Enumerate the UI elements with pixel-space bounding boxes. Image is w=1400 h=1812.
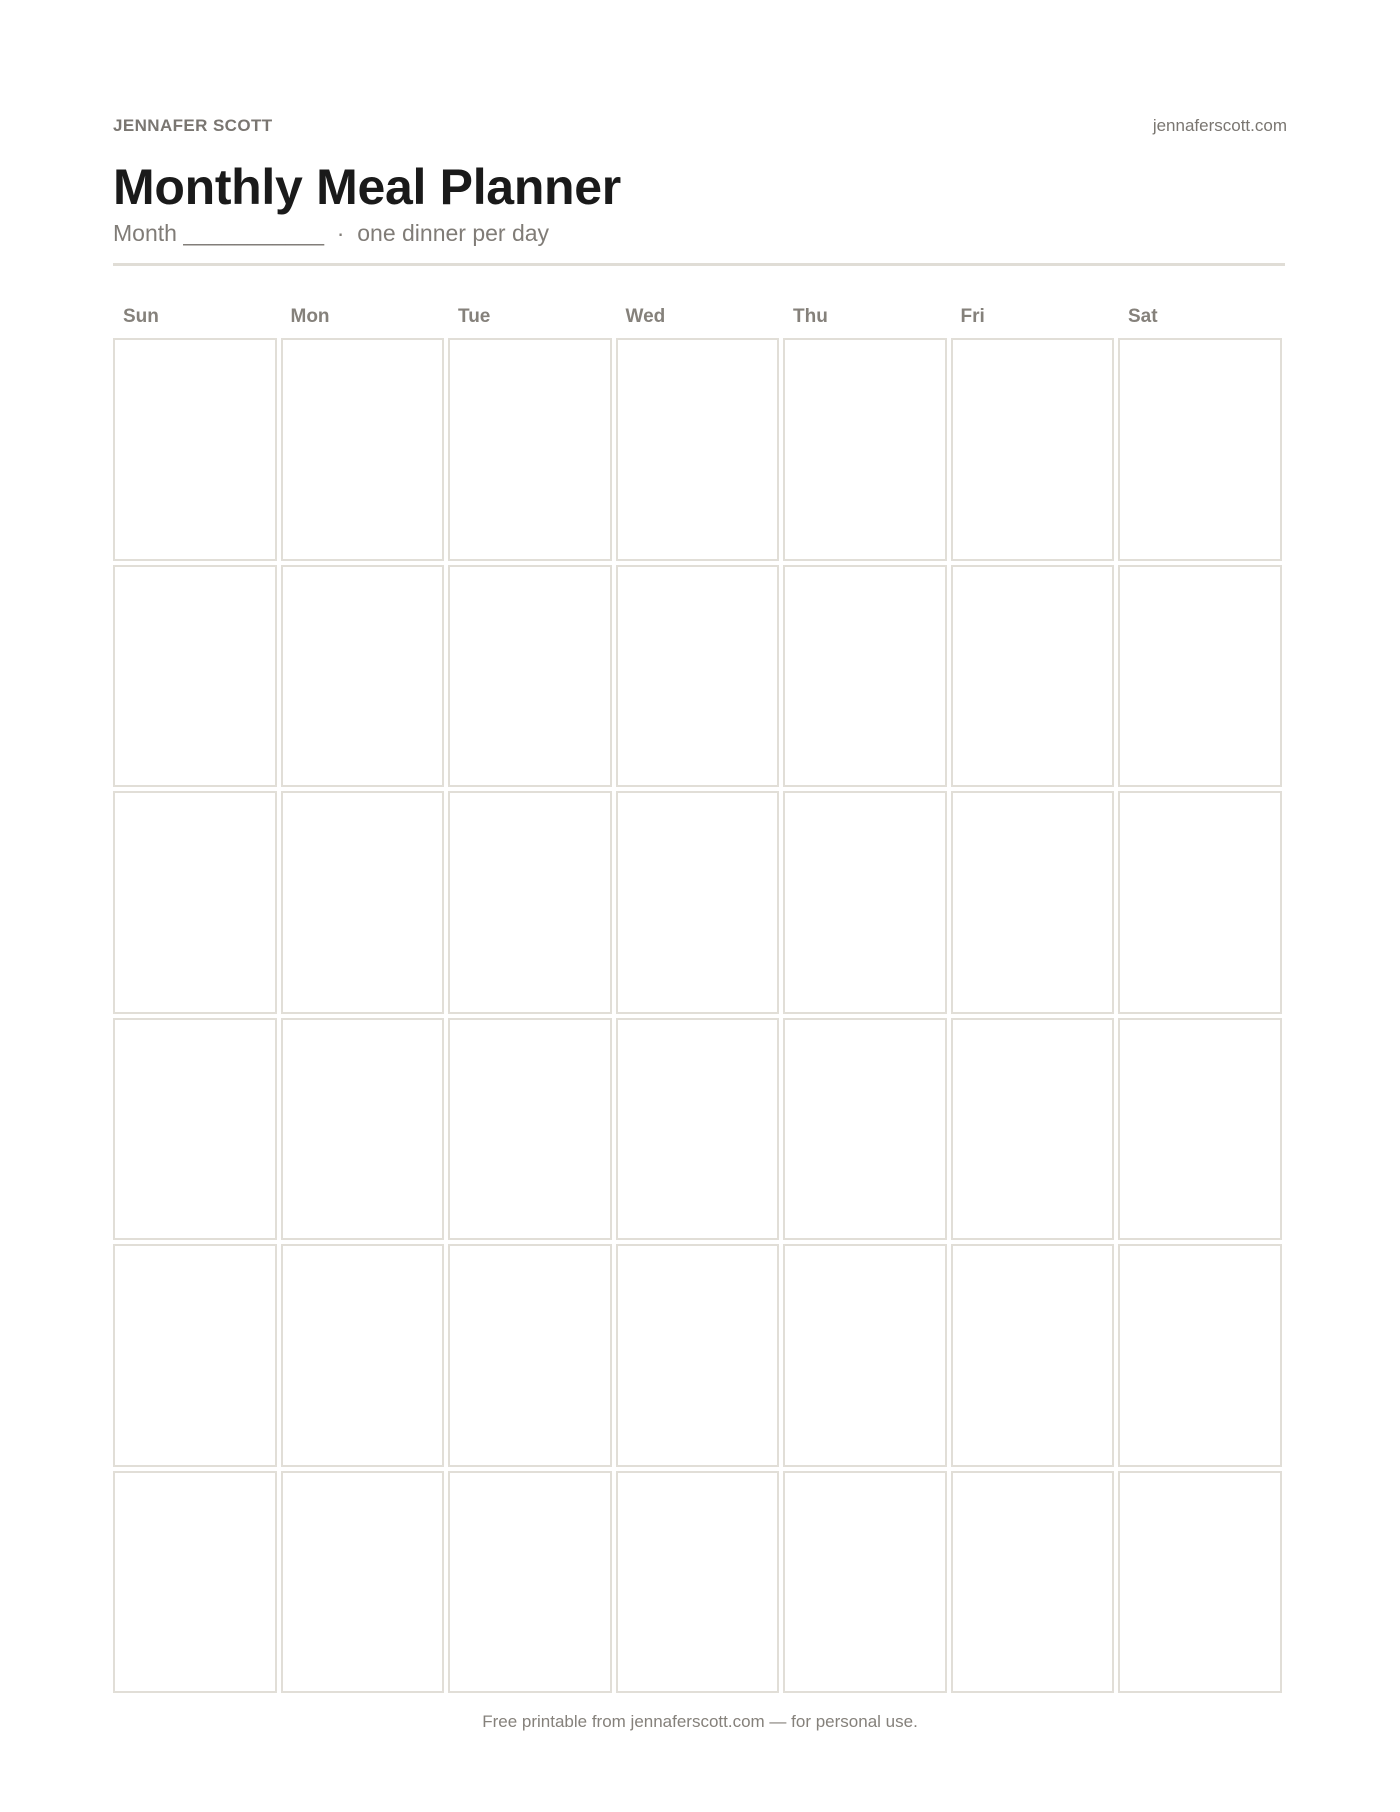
day-cell-week6-mon xyxy=(281,1471,445,1694)
day-cell-week1-mon xyxy=(281,338,445,561)
day-cell-week6-tue xyxy=(448,1471,612,1694)
day-cell-week2-tue xyxy=(448,565,612,788)
weekday-header-thu: Thu xyxy=(793,306,828,327)
day-cell-week5-mon xyxy=(281,1244,445,1467)
day-cell-week6-wed xyxy=(616,1471,780,1694)
day-cell-week3-thu xyxy=(783,791,947,1014)
day-cell-week1-thu xyxy=(783,338,947,561)
day-cell-week2-fri xyxy=(951,565,1115,788)
day-cell-week4-mon xyxy=(281,1018,445,1241)
day-cell-week2-mon xyxy=(281,565,445,788)
day-cell-week2-thu xyxy=(783,565,947,788)
day-cell-week5-sun xyxy=(113,1244,277,1467)
day-cell-week1-fri xyxy=(951,338,1115,561)
page-title: Monthly Meal Planner xyxy=(113,159,621,215)
day-cell-week5-fri xyxy=(951,1244,1115,1467)
day-cell-week1-sun xyxy=(113,338,277,561)
day-cell-week4-sat xyxy=(1118,1018,1282,1241)
day-cell-week3-sat xyxy=(1118,791,1282,1014)
weekday-header-fri: Fri xyxy=(960,306,985,327)
day-cell-week4-thu xyxy=(783,1018,947,1241)
day-cell-week1-wed xyxy=(616,338,780,561)
day-cell-week3-fri xyxy=(951,791,1115,1014)
day-cell-week5-thu xyxy=(783,1244,947,1467)
day-cell-week2-sat xyxy=(1118,565,1282,788)
day-cell-week3-wed xyxy=(616,791,780,1014)
brand-name: JENNAFER SCOTT xyxy=(113,116,273,135)
weekday-header-wed: Wed xyxy=(625,306,666,327)
weekday-header-mon: Mon xyxy=(290,306,330,327)
day-cell-week1-tue xyxy=(448,338,612,561)
footer-note: Free printable from jennaferscott.com — for personal use. xyxy=(482,1712,918,1731)
page-subtitle: Month ___________ · one dinner per day xyxy=(113,220,550,246)
day-cell-week3-sun xyxy=(113,791,277,1014)
day-cell-week6-sat xyxy=(1118,1471,1282,1694)
site-url: jennaferscott.com xyxy=(1152,116,1287,135)
day-cell-week1-sat xyxy=(1118,338,1282,561)
day-cell-week4-fri xyxy=(951,1018,1115,1241)
day-cell-week4-sun xyxy=(113,1018,277,1241)
day-cell-week2-sun xyxy=(113,565,277,788)
day-cell-week6-sun xyxy=(113,1471,277,1694)
weekday-header-sat: Sat xyxy=(1128,306,1158,327)
day-cell-week2-wed xyxy=(616,565,780,788)
day-cell-week3-mon xyxy=(281,791,445,1014)
weekday-header-sun: Sun xyxy=(123,306,159,327)
day-cell-week6-thu xyxy=(783,1471,947,1694)
day-cell-week5-sat xyxy=(1118,1244,1282,1467)
day-cell-week3-tue xyxy=(448,791,612,1014)
weekday-header-row xyxy=(113,306,1285,328)
day-cell-week4-wed xyxy=(616,1018,780,1241)
weekday-header-tue: Tue xyxy=(458,306,491,327)
day-cell-week4-tue xyxy=(448,1018,612,1241)
calendar-grid xyxy=(113,338,1282,1693)
day-cell-week5-wed xyxy=(616,1244,780,1467)
header-divider xyxy=(113,263,1285,266)
day-cell-week5-tue xyxy=(448,1244,612,1467)
day-cell-week6-fri xyxy=(951,1471,1115,1694)
